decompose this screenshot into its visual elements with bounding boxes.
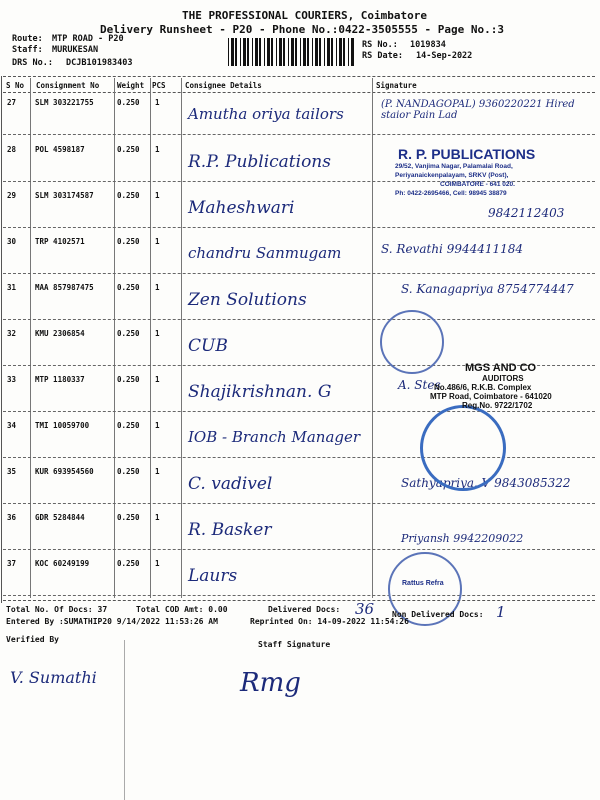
barcode-bar: [331, 38, 333, 66]
row-pcs: 1: [155, 375, 160, 384]
row-weight: 0.250: [117, 145, 140, 154]
footer-top-rule: [3, 600, 595, 601]
runsheet-title: Delivery Runsheet - P20 - Phone No.:0422-3505555 - Page No.:3: [100, 23, 504, 36]
row-consignment: KMU 2306854: [35, 329, 85, 338]
row-consignment: SLM 303174587: [35, 191, 94, 200]
entered-by: Entered By :SUMATHIP20 9/14/2022 11:53:26 AM: [6, 617, 218, 626]
barcode-bar: [300, 38, 301, 66]
row-consignment: KOC 60249199: [35, 559, 90, 568]
mgs-sub: AUDITORS: [482, 374, 524, 383]
row-signature: S. Revathi 9944411184: [381, 242, 524, 256]
col-header-sno: S No: [6, 81, 25, 90]
col-header-pcs: PCS: [152, 81, 166, 90]
route-value: MTP ROAD - P20: [52, 34, 124, 44]
barcode-bar: [327, 38, 330, 66]
barcode-bar: [243, 38, 246, 66]
row-sno: 32: [7, 329, 17, 338]
barcode-bar: [312, 38, 313, 66]
rs-no-value: 1019834: [410, 40, 446, 50]
total-docs: Total No. Of Docs: 37: [6, 605, 108, 614]
barcode-bar: [247, 38, 249, 66]
barcode-bar: [271, 38, 273, 66]
barcode-bar: [240, 38, 241, 66]
row-pcs: 1: [155, 559, 160, 568]
barcode-bar: [319, 38, 321, 66]
rs-no-label: RS No.:: [362, 40, 398, 50]
barcode-bar: [348, 38, 349, 66]
row-pcs: 1: [155, 191, 160, 200]
rp-stamp-line: Ph: 0422-2695466, Cell: 98945 38879: [395, 190, 507, 197]
row-consignee: Amutha oriya tailors: [188, 105, 344, 123]
barcode-bar: [264, 38, 265, 66]
barcode-bar: [324, 38, 325, 66]
row-pcs: 1: [155, 513, 160, 522]
row-consignee: Zen Solutions: [188, 290, 307, 310]
row-weight: 0.250: [117, 513, 140, 522]
row-signature: R. P. PUBLICATIONS: [398, 146, 536, 162]
row-sno: 31: [7, 283, 17, 292]
barcode-bar: [235, 38, 237, 66]
row-consignee: R.P. Publications: [188, 152, 331, 172]
table-row: [3, 554, 595, 596]
row-pcs: 1: [155, 145, 160, 154]
col-header-weight: Weight: [117, 81, 145, 90]
barcode-bar: [288, 38, 289, 66]
row-signature: (P. NANDAGOPAL) 9360220221 Hired staior Pain Lad: [381, 99, 575, 121]
staff-signature-label: Staff Signature: [258, 640, 331, 649]
row-sno: 35: [7, 467, 17, 476]
barcode-bar: [228, 38, 229, 66]
row-consignment: SLM 303221755: [35, 98, 94, 107]
barcode-bar: [276, 38, 277, 66]
row-consignment: TRP 4102571: [35, 237, 85, 246]
table-row: [3, 508, 595, 550]
row-pcs: 1: [155, 421, 160, 430]
table-row: [3, 462, 595, 504]
row-pcs: 1: [155, 283, 160, 292]
barcode-bar: [295, 38, 297, 66]
row-consignment: KUR 693954560: [35, 467, 94, 476]
row-weight: 0.250: [117, 191, 140, 200]
non-delivered-value: 1: [496, 603, 506, 621]
row-consignee: C. vadivel: [188, 474, 273, 494]
row-consignee: CUB: [188, 336, 228, 356]
mgs-line: No.486/6, R.K.B. Complex: [434, 383, 532, 392]
delivered-label: Delivered Docs:: [268, 605, 341, 614]
staff-signature: Rmg: [240, 668, 301, 698]
row-weight: 0.250: [117, 421, 140, 430]
round-seal: [420, 405, 506, 491]
mgs-line: Reg.No. 9722/1702: [462, 401, 533, 410]
row-sno: 28: [7, 145, 17, 154]
row-consignee: IOB - Branch Manager: [188, 428, 361, 446]
row-consignee: Laurs: [188, 566, 238, 586]
non-delivered-label: Non Delivered Docs:: [392, 610, 484, 619]
barcode-bar: [303, 38, 306, 66]
row-weight: 0.250: [117, 375, 140, 384]
row-consignment: MTP 1180337: [35, 375, 85, 384]
mgs-stamp: [430, 362, 600, 410]
row-consignment: POL 4598187: [35, 145, 85, 154]
row-signature: A. Stes: [398, 378, 441, 392]
table-left-border: [1, 76, 2, 603]
drs-value: DCJB101983403: [66, 58, 133, 68]
barcode: [228, 38, 356, 66]
row-pcs: 1: [155, 467, 160, 476]
row-sno: 27: [7, 98, 17, 107]
row-consignment: GDR 5284844: [35, 513, 85, 522]
row-consignment: TMI 10059700: [35, 421, 90, 430]
row-weight: 0.250: [117, 98, 140, 107]
row-weight: 0.250: [117, 237, 140, 246]
verified-signature: V. Sumathi: [10, 668, 97, 687]
row-signature: Sathyapriya. V 9843085322: [401, 476, 571, 490]
row-signature: Priyansh 9942209022: [401, 532, 524, 545]
barcode-bar: [339, 38, 342, 66]
table-row: [3, 93, 595, 135]
row-weight: 0.250: [117, 467, 140, 476]
row-weight: 0.250: [117, 329, 140, 338]
total-cod: Total COD Amt: 0.00: [136, 605, 228, 614]
row-sno: 33: [7, 375, 17, 384]
row-signature: 9842112403: [488, 206, 565, 220]
table-row: [3, 416, 595, 458]
barcode-bar: [343, 38, 345, 66]
drs-label: DRS No.:: [12, 58, 53, 68]
route-label: Route:: [12, 34, 43, 44]
col-header-consignee: Consignee Details: [185, 81, 262, 90]
col-header-consignment: Consignment No: [36, 81, 100, 90]
barcode-bar: [252, 38, 253, 66]
row-sno: 29: [7, 191, 17, 200]
col-header-signature: Signature: [376, 81, 417, 90]
row-consignee: R. Basker: [188, 520, 272, 540]
rs-date-value: 14-Sep-2022: [416, 51, 473, 61]
barcode-bar: [351, 38, 354, 66]
row-weight: 0.250: [117, 283, 140, 292]
row-signature: S. Kanagapriya 8754774447: [401, 282, 574, 296]
barcode-bar: [283, 38, 285, 66]
barcode-bar: [255, 38, 258, 66]
table-row: [3, 278, 595, 320]
barcode-bar: [291, 38, 294, 66]
rp-stamp-line: Periyanaickenpalayam, SRKV (Post),: [395, 172, 509, 179]
round-seal-text: Rattus Refra: [402, 580, 444, 587]
verified-by: Verified By: [6, 635, 59, 644]
mgs-line: MTP Road, Coimbatore - 641020: [430, 392, 552, 401]
barcode-bar: [231, 38, 234, 66]
staff-label: Staff:: [12, 45, 43, 55]
row-consignee: Shajikrishnan. G: [188, 382, 332, 402]
delivered-value: 36: [355, 600, 375, 618]
barcode-bar: [315, 38, 318, 66]
row-sno: 34: [7, 421, 17, 430]
row-pcs: 1: [155, 237, 160, 246]
footer-divider: [124, 640, 125, 800]
row-consignee: chandru Sanmugam: [188, 244, 342, 262]
rp-stamp-line: 29/52, Vanjima Nagar, Palamalai Road,: [395, 163, 513, 170]
table-row: [3, 232, 595, 274]
row-weight: 0.250: [117, 559, 140, 568]
row-consignee: Maheshwari: [188, 198, 295, 218]
barcode-bar: [279, 38, 282, 66]
row-pcs: 1: [155, 98, 160, 107]
barcode-bar: [336, 38, 337, 66]
row-sno: 30: [7, 237, 17, 246]
row-sno: 36: [7, 513, 17, 522]
row-pcs: 1: [155, 329, 160, 338]
table-row: [3, 324, 595, 366]
table-top-rule: [3, 76, 595, 77]
mgs-name: MGS AND CO: [465, 362, 537, 374]
company-title: THE PROFESSIONAL COURIERS, Coimbatore: [182, 9, 428, 22]
barcode-bar: [267, 38, 270, 66]
row-consignment: MAA 857987475: [35, 283, 94, 292]
barcode-bar: [259, 38, 261, 66]
rp-stamp-line: COIMBATORE - 641 020.: [440, 181, 515, 188]
staff-value: MURUKESAN: [52, 45, 99, 55]
barcode-bar: [307, 38, 309, 66]
reprinted-on: Reprinted On: 14-09-2022 11:54:26: [250, 617, 409, 626]
rs-date-label: RS Date:: [362, 51, 403, 61]
row-sno: 37: [7, 559, 17, 568]
